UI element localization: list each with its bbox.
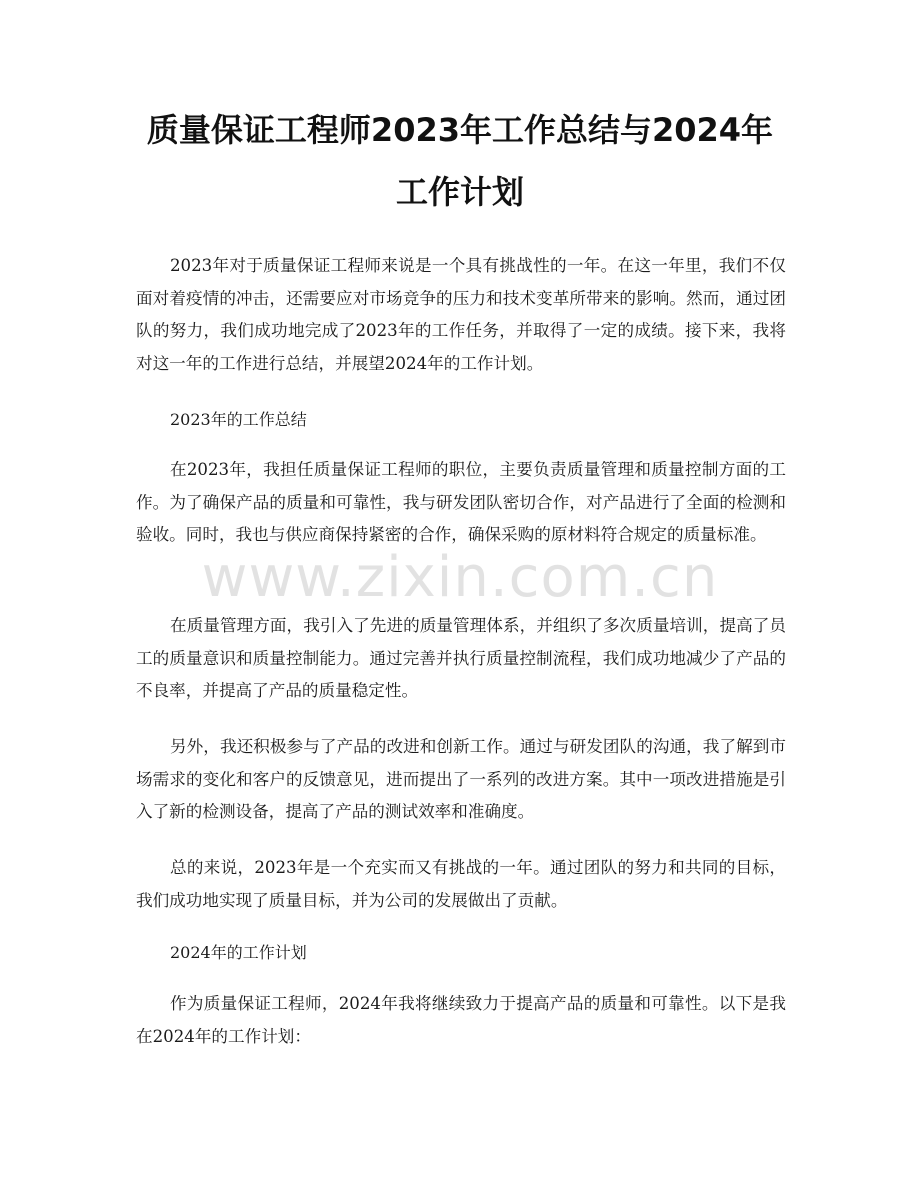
section-heading-2024-plan: 2024年的工作计划 — [170, 943, 307, 962]
summary-paragraph-2: 在质量管理方面，我引入了先进的质量管理体系，并组织了多次质量培训，提高了员工的质量意识和质量控制能力。通过完善并执行质量控制流程，我们成功地减少了产品的不良率，并提高了产品的质量稳定性。 — [136, 616, 786, 700]
summary-paragraph-4: 总的来说，2023年是一个充实而又有挑战的一年。通过团队的努力和共同的目标，我们成功地实现了质量目标，并为公司的发展做出了贡献。 — [136, 858, 786, 910]
section-heading-2023-summary: 2023年的工作总结 — [170, 410, 307, 429]
watermark-text: www.zixin.com.cn — [201, 545, 719, 610]
summary-paragraph-1: 在2023年，我担任质量保证工程师的职位，主要负责质量管理和质量控制方面的工作。为了确保产品的质量和可靠性，我与研发团队密切合作，对产品进行了全面的检测和验收。同时，我也与供应商保持紧密的合作，确保采购的原材料符合规定的质量标准。 — [136, 460, 786, 544]
document-title-line-2: 工作计划 — [395, 173, 524, 211]
intro-paragraph: 2023年对于质量保证工程师来说是一个具有挑战性的一年。在这一年里，我们不仅面对着疫情的冲击，还需要应对市场竞争的压力和技术变革所带来的影响。然而，通过团队的努力，我们成功地完成了2023年的工作任务，并取得了一定的成绩。接下来，我将对这一年的工作进行总结，并展望2024年的工作计划。 — [136, 256, 786, 373]
document-title-line-1: 质量保证工程师2023年工作总结与2024年 — [146, 111, 774, 149]
plan-paragraph-1: 作为质量保证工程师，2024年我将继续致力于提高产品的质量和可靠性。以下是我在2024年的工作计划： — [136, 994, 786, 1046]
summary-paragraph-3: 另外，我还积极参与了产品的改进和创新工作。通过与研发团队的沟通，我了解到市场需求的变化和客户的反馈意见，进而提出了一系列的改进方案。其中一项改进措施是引入了新的检测设备，提高了产品的测试效率和准确度。 — [136, 737, 786, 821]
